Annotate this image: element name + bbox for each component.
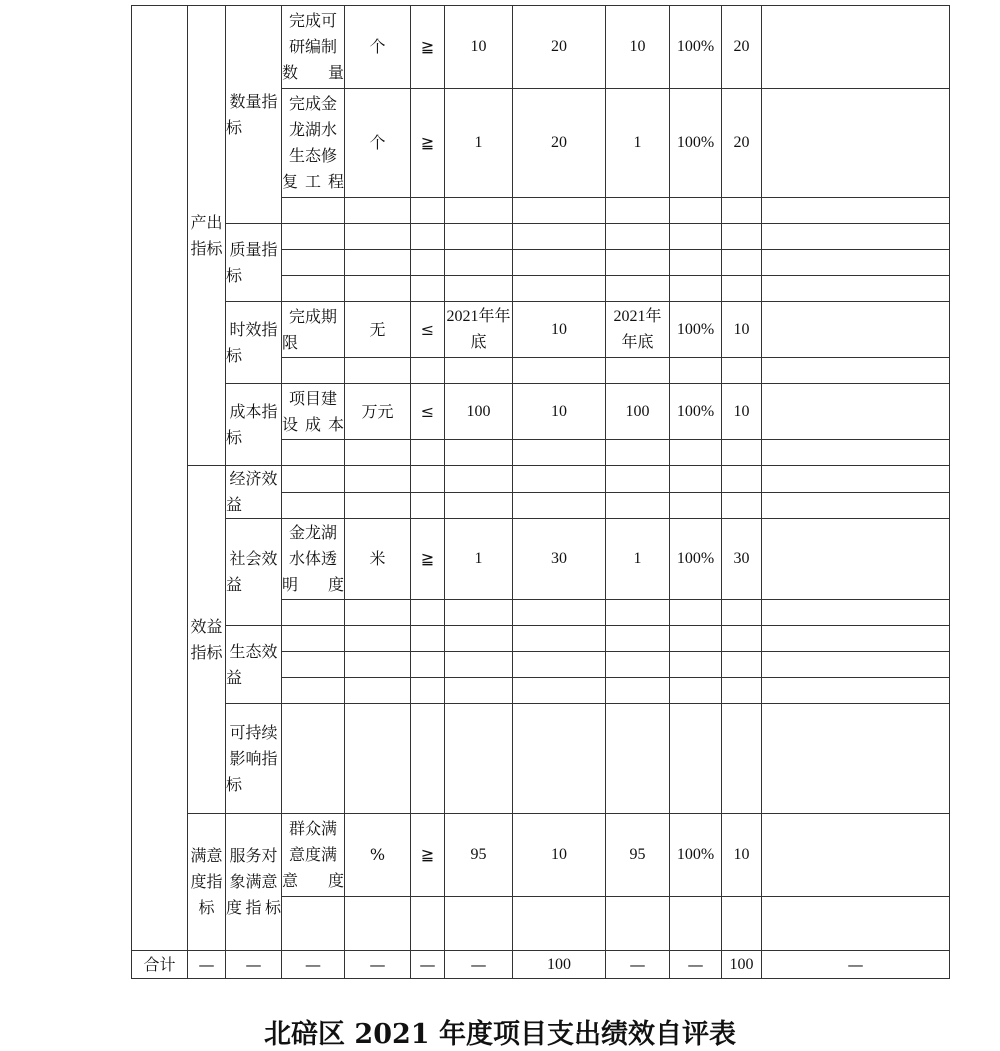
subcategory-cost: 成本指标 xyxy=(226,384,282,466)
weight-cell: 20 xyxy=(513,89,606,198)
subcategory-quality: 质量指标 xyxy=(226,224,282,302)
rate-cell: 100% xyxy=(670,302,722,358)
rate-cell: 100% xyxy=(670,519,722,600)
score-cell: 10 xyxy=(722,302,762,358)
indicator-name: 完成金龙湖水生态修复工程 xyxy=(282,89,345,198)
category-benefit: 效益指标 xyxy=(188,466,226,814)
total-score: 100 xyxy=(722,951,762,979)
dash-cell: — xyxy=(670,951,722,979)
indicator-name: 项目建设成本 xyxy=(282,384,345,440)
weight-cell: 10 xyxy=(513,302,606,358)
score-cell: 10 xyxy=(722,384,762,440)
actual-cell: 1 xyxy=(606,89,670,198)
unit-cell: 万元 xyxy=(345,384,411,440)
score-cell: 20 xyxy=(722,6,762,89)
page-title: 北碚区 2021 年度项目支出绩效自评表 xyxy=(264,1019,736,1050)
subcategory-timeliness: 时效指标 xyxy=(226,302,282,384)
unit-cell: 个 xyxy=(345,6,411,89)
dash-cell: — xyxy=(188,951,226,979)
target-cell: 1 xyxy=(445,89,513,198)
score-cell: 30 xyxy=(722,519,762,600)
weight-cell: 20 xyxy=(513,6,606,89)
dash-cell: — xyxy=(226,951,282,979)
indicator-name: 群众满意度满意度 xyxy=(282,814,345,897)
total-label: 合计 xyxy=(132,951,188,979)
score-cell: 10 xyxy=(722,814,762,897)
target-cell: 1 xyxy=(445,519,513,600)
remark-cell xyxy=(762,6,950,89)
remark-cell xyxy=(762,384,950,440)
operator-cell: ≧ xyxy=(411,6,445,89)
target-cell: 10 xyxy=(445,6,513,89)
indicator-name: 完成可研编制数量 xyxy=(282,6,345,89)
operator-cell: ≤ xyxy=(411,302,445,358)
performance-table xyxy=(131,5,950,979)
operator-cell: ≧ xyxy=(411,814,445,897)
actual-cell: 100 xyxy=(606,384,670,440)
actual-cell: 2021年年底 xyxy=(606,302,670,358)
unit-cell: 无 xyxy=(345,302,411,358)
dash-cell: — xyxy=(345,951,411,979)
unit-cell: 个 xyxy=(345,89,411,198)
category-output: 产出指标 xyxy=(188,6,226,466)
remark-cell xyxy=(762,814,950,897)
dash-cell: — xyxy=(606,951,670,979)
rate-cell: 100% xyxy=(670,6,722,89)
operator-cell: ≧ xyxy=(411,519,445,600)
total-row xyxy=(132,951,950,979)
dash-cell: — xyxy=(445,951,513,979)
dash-cell: — xyxy=(282,951,345,979)
subcategory-service: 服务对象满意度指标 xyxy=(226,814,282,951)
operator-cell: ≤ xyxy=(411,384,445,440)
remark-cell xyxy=(762,89,950,198)
blank-left-column xyxy=(132,6,188,951)
weight-cell: 10 xyxy=(513,384,606,440)
operator-cell: ≧ xyxy=(411,89,445,198)
subcategory-ecological: 生态效益 xyxy=(226,626,282,704)
unit-cell: % xyxy=(345,814,411,897)
rate-cell: 100% xyxy=(670,89,722,198)
rate-cell: 100% xyxy=(670,814,722,897)
subcategory-social: 社会效益 xyxy=(226,519,282,626)
subcategory-economic: 经济效益 xyxy=(226,466,282,519)
weight-cell: 10 xyxy=(513,814,606,897)
target-cell: 100 xyxy=(445,384,513,440)
category-satisfaction: 满意度指标 xyxy=(188,814,226,951)
subcategory-sustainable: 可持续影响指标 xyxy=(226,704,282,814)
indicator-name: 完成期限 xyxy=(282,302,345,358)
weight-cell: 30 xyxy=(513,519,606,600)
actual-cell: 1 xyxy=(606,519,670,600)
score-cell: 20 xyxy=(722,89,762,198)
indicator-name: 金龙湖水体透明度 xyxy=(282,519,345,600)
subcategory-quantity: 数量指标 xyxy=(226,6,282,224)
actual-cell: 95 xyxy=(606,814,670,897)
target-cell: 95 xyxy=(445,814,513,897)
total-weight: 100 xyxy=(513,951,606,979)
dash-cell: — xyxy=(762,951,950,979)
actual-cell: 10 xyxy=(606,6,670,89)
remark-cell xyxy=(762,302,950,358)
dash-cell: — xyxy=(411,951,445,979)
remark-cell xyxy=(762,519,950,600)
target-cell: 2021年年底 xyxy=(445,302,513,358)
rate-cell: 100% xyxy=(670,384,722,440)
unit-cell: 米 xyxy=(345,519,411,600)
